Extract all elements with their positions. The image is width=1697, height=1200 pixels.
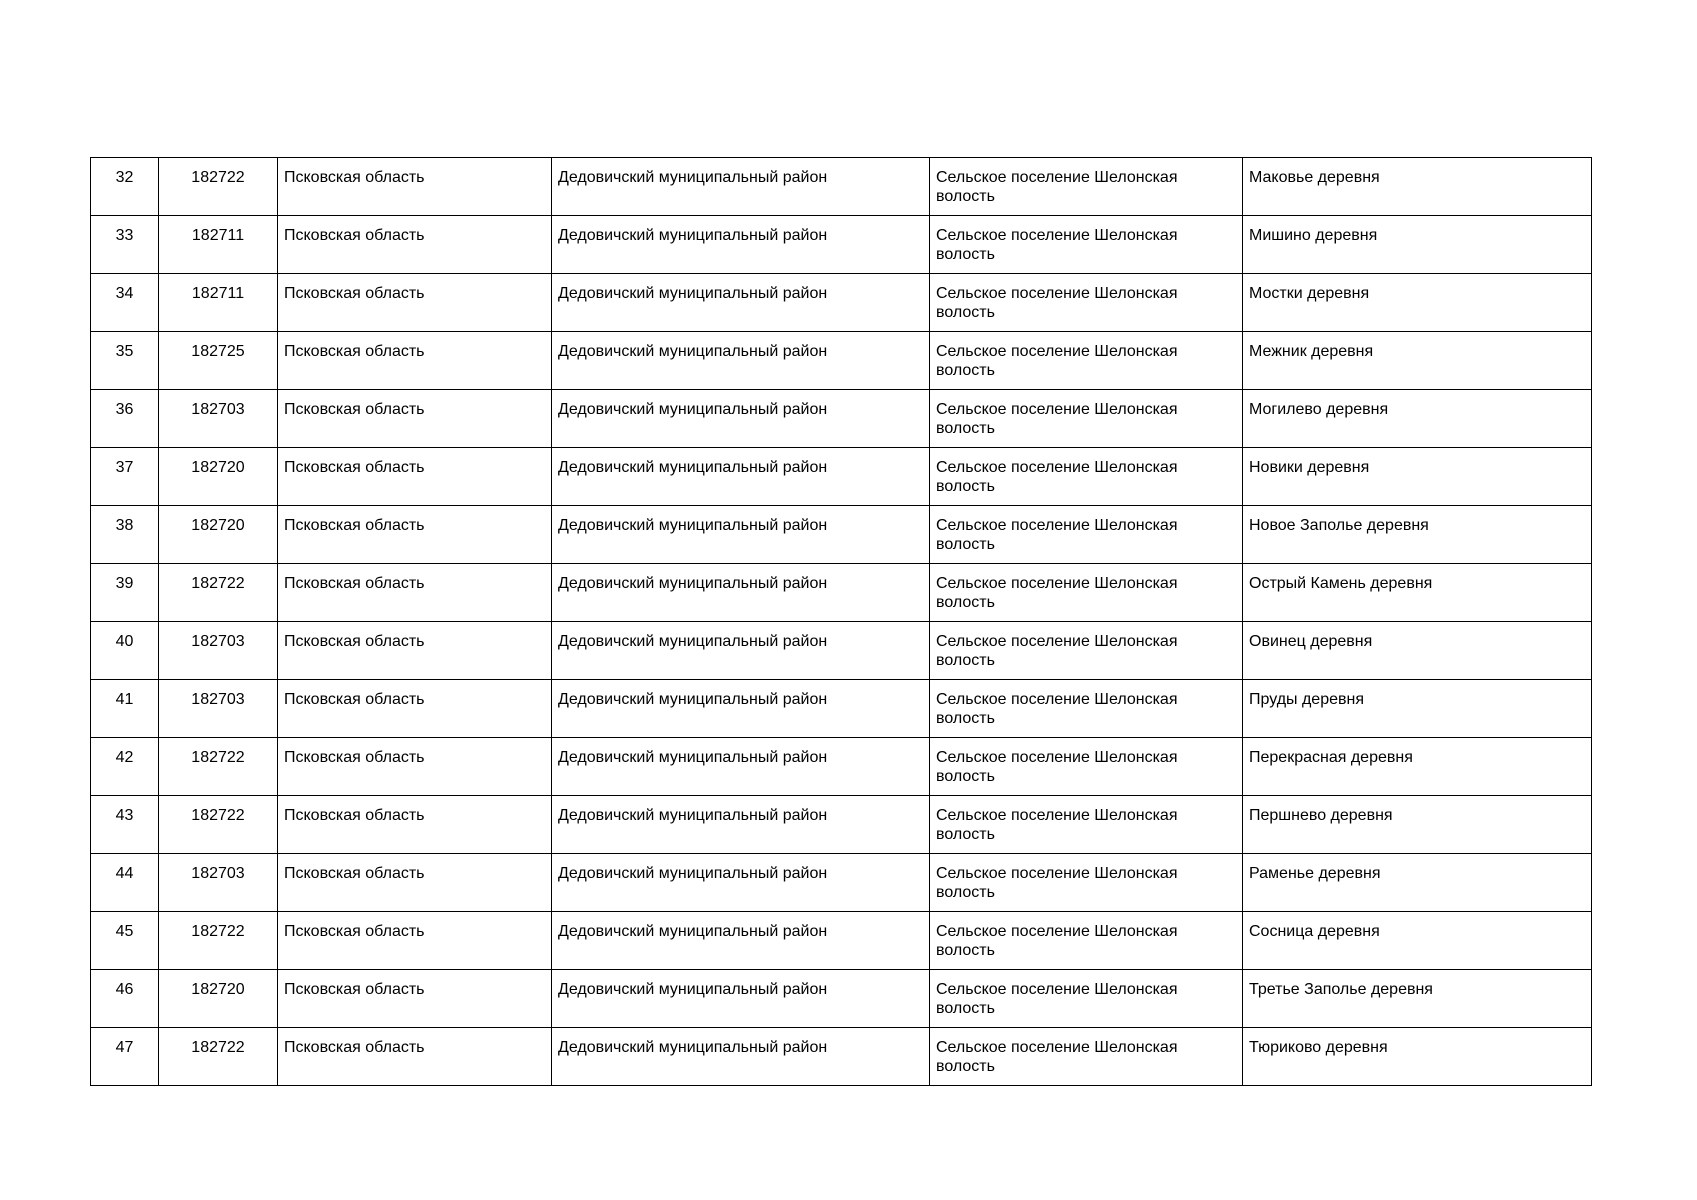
district-cell: Дедовичский муниципальный район bbox=[552, 622, 930, 680]
row-number-cell: 40 bbox=[91, 622, 159, 680]
locality-cell: Перекрасная деревня bbox=[1243, 738, 1592, 796]
postal-index-cell: 182725 bbox=[159, 332, 278, 390]
settlement-cell: Сельское поселение Шелонская волость bbox=[930, 970, 1243, 1028]
table-row bbox=[91, 158, 1592, 216]
postal-index-cell: 182720 bbox=[159, 506, 278, 564]
region-cell: Псковская область bbox=[278, 622, 552, 680]
district-cell: Дедовичский муниципальный район bbox=[552, 332, 930, 390]
table-row bbox=[91, 1028, 1592, 1086]
table-row bbox=[91, 854, 1592, 912]
table-row bbox=[91, 274, 1592, 332]
row-number-cell: 34 bbox=[91, 274, 159, 332]
region-cell: Псковская область bbox=[278, 564, 552, 622]
region-cell: Псковская область bbox=[278, 970, 552, 1028]
locality-cell: Тюриково деревня bbox=[1243, 1028, 1592, 1086]
district-cell: Дедовичский муниципальный район bbox=[552, 970, 930, 1028]
region-cell: Псковская область bbox=[278, 158, 552, 216]
postal-index-cell: 182720 bbox=[159, 448, 278, 506]
table-row bbox=[91, 796, 1592, 854]
region-cell: Псковская область bbox=[278, 506, 552, 564]
postal-index-cell: 182722 bbox=[159, 158, 278, 216]
table-row bbox=[91, 506, 1592, 564]
settlement-cell: Сельское поселение Шелонская волость bbox=[930, 564, 1243, 622]
row-number-cell: 46 bbox=[91, 970, 159, 1028]
row-number-cell: 38 bbox=[91, 506, 159, 564]
row-number-cell: 37 bbox=[91, 448, 159, 506]
locality-cell: Могилево деревня bbox=[1243, 390, 1592, 448]
district-cell: Дедовичский муниципальный район bbox=[552, 448, 930, 506]
row-number-cell: 44 bbox=[91, 854, 159, 912]
table-row bbox=[91, 738, 1592, 796]
postal-index-cell: 182722 bbox=[159, 564, 278, 622]
locality-cell: Третье Заполье деревня bbox=[1243, 970, 1592, 1028]
table-row bbox=[91, 680, 1592, 738]
region-cell: Псковская область bbox=[278, 738, 552, 796]
region-cell: Псковская область bbox=[278, 912, 552, 970]
row-number-cell: 45 bbox=[91, 912, 159, 970]
locality-cell: Мостки деревня bbox=[1243, 274, 1592, 332]
postal-index-cell: 182722 bbox=[159, 796, 278, 854]
region-cell: Псковская область bbox=[278, 854, 552, 912]
table-row bbox=[91, 912, 1592, 970]
region-cell: Псковская область bbox=[278, 332, 552, 390]
table-row bbox=[91, 970, 1592, 1028]
address-table-body bbox=[91, 158, 1592, 1086]
settlement-cell: Сельское поселение Шелонская волость bbox=[930, 390, 1243, 448]
row-number-cell: 41 bbox=[91, 680, 159, 738]
row-number-cell: 39 bbox=[91, 564, 159, 622]
settlement-cell: Сельское поселение Шелонская волость bbox=[930, 274, 1243, 332]
settlement-cell: Сельское поселение Шелонская волость bbox=[930, 796, 1243, 854]
settlement-cell: Сельское поселение Шелонская волость bbox=[930, 622, 1243, 680]
region-cell: Псковская область bbox=[278, 216, 552, 274]
row-number-cell: 47 bbox=[91, 1028, 159, 1086]
region-cell: Псковская область bbox=[278, 390, 552, 448]
locality-cell: Мишино деревня bbox=[1243, 216, 1592, 274]
row-number-cell: 42 bbox=[91, 738, 159, 796]
settlement-cell: Сельское поселение Шелонская волость bbox=[930, 448, 1243, 506]
locality-cell: Пруды деревня bbox=[1243, 680, 1592, 738]
locality-cell: Першнево деревня bbox=[1243, 796, 1592, 854]
settlement-cell: Сельское поселение Шелонская волость bbox=[930, 158, 1243, 216]
row-number-cell: 33 bbox=[91, 216, 159, 274]
district-cell: Дедовичский муниципальный район bbox=[552, 216, 930, 274]
row-number-cell: 32 bbox=[91, 158, 159, 216]
locality-cell: Маковье деревня bbox=[1243, 158, 1592, 216]
district-cell: Дедовичский муниципальный район bbox=[552, 680, 930, 738]
locality-cell: Овинец деревня bbox=[1243, 622, 1592, 680]
address-table bbox=[90, 157, 1592, 1086]
region-cell: Псковская область bbox=[278, 1028, 552, 1086]
settlement-cell: Сельское поселение Шелонская волость bbox=[930, 912, 1243, 970]
district-cell: Дедовичский муниципальный район bbox=[552, 912, 930, 970]
region-cell: Псковская область bbox=[278, 274, 552, 332]
postal-index-cell: 182722 bbox=[159, 912, 278, 970]
settlement-cell: Сельское поселение Шелонская волость bbox=[930, 680, 1243, 738]
locality-cell: Новики деревня bbox=[1243, 448, 1592, 506]
locality-cell: Сосница деревня bbox=[1243, 912, 1592, 970]
district-cell: Дедовичский муниципальный район bbox=[552, 738, 930, 796]
postal-index-cell: 182703 bbox=[159, 622, 278, 680]
district-cell: Дедовичский муниципальный район bbox=[552, 564, 930, 622]
postal-index-cell: 182722 bbox=[159, 738, 278, 796]
district-cell: Дедовичский муниципальный район bbox=[552, 796, 930, 854]
settlement-cell: Сельское поселение Шелонская волость bbox=[930, 1028, 1243, 1086]
district-cell: Дедовичский муниципальный район bbox=[552, 390, 930, 448]
table-row bbox=[91, 216, 1592, 274]
locality-cell: Межник деревня bbox=[1243, 332, 1592, 390]
region-cell: Псковская область bbox=[278, 680, 552, 738]
postal-index-cell: 182703 bbox=[159, 680, 278, 738]
settlement-cell: Сельское поселение Шелонская волость bbox=[930, 332, 1243, 390]
locality-cell: Раменье деревня bbox=[1243, 854, 1592, 912]
locality-cell: Новое Заполье деревня bbox=[1243, 506, 1592, 564]
table-row bbox=[91, 448, 1592, 506]
district-cell: Дедовичский муниципальный район bbox=[552, 506, 930, 564]
row-number-cell: 35 bbox=[91, 332, 159, 390]
postal-index-cell: 182711 bbox=[159, 274, 278, 332]
table-row bbox=[91, 390, 1592, 448]
table-row bbox=[91, 564, 1592, 622]
district-cell: Дедовичский муниципальный район bbox=[552, 854, 930, 912]
locality-cell: Острый Камень деревня bbox=[1243, 564, 1592, 622]
district-cell: Дедовичский муниципальный район bbox=[552, 274, 930, 332]
postal-index-cell: 182720 bbox=[159, 970, 278, 1028]
postal-index-cell: 182703 bbox=[159, 390, 278, 448]
row-number-cell: 36 bbox=[91, 390, 159, 448]
region-cell: Псковская область bbox=[278, 448, 552, 506]
postal-index-cell: 182703 bbox=[159, 854, 278, 912]
district-cell: Дедовичский муниципальный район bbox=[552, 1028, 930, 1086]
postal-index-cell: 182722 bbox=[159, 1028, 278, 1086]
table-row bbox=[91, 332, 1592, 390]
region-cell: Псковская область bbox=[278, 796, 552, 854]
table-row bbox=[91, 622, 1592, 680]
district-cell: Дедовичский муниципальный район bbox=[552, 158, 930, 216]
settlement-cell: Сельское поселение Шелонская волость bbox=[930, 506, 1243, 564]
postal-index-cell: 182711 bbox=[159, 216, 278, 274]
row-number-cell: 43 bbox=[91, 796, 159, 854]
settlement-cell: Сельское поселение Шелонская волость bbox=[930, 854, 1243, 912]
settlement-cell: Сельское поселение Шелонская волость bbox=[930, 216, 1243, 274]
settlement-cell: Сельское поселение Шелонская волость bbox=[930, 738, 1243, 796]
